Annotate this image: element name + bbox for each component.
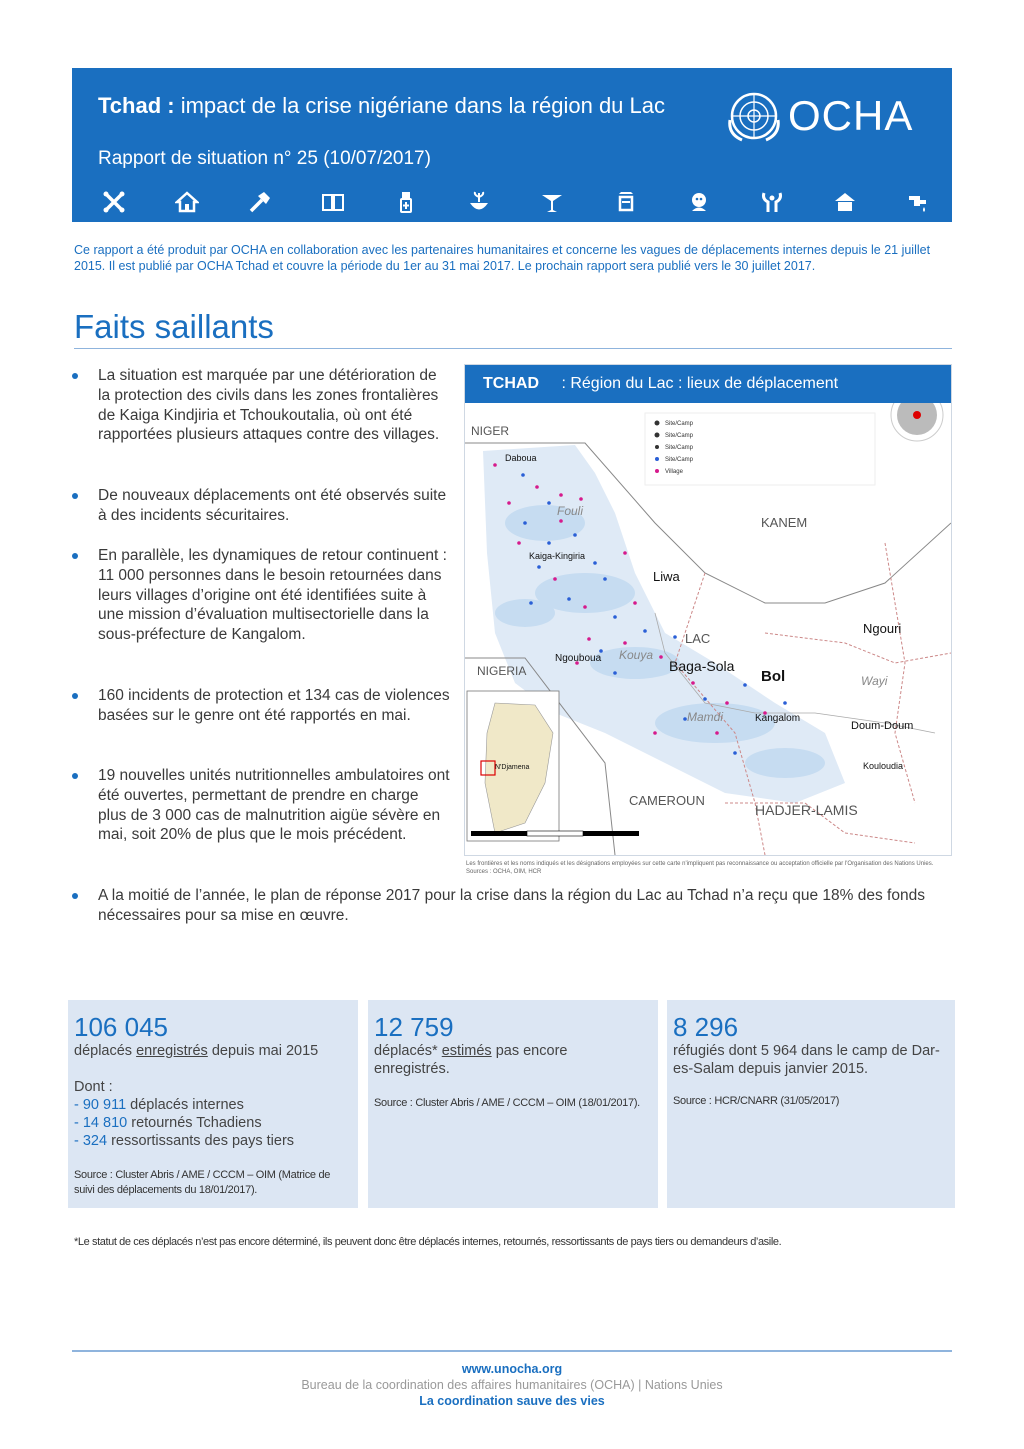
site-marker [743,683,747,687]
protection-icon [681,184,717,220]
logistics-icon [608,184,644,220]
site-marker [521,473,525,477]
stat-description: déplacés enregistrés depuis mai 2015 [74,1043,319,1059]
label-fouli: Fouli [557,504,584,518]
site-marker [623,551,627,555]
label-ngouri: Ngouri [863,621,902,636]
footer-link[interactable]: www.unocha.org [461,1362,563,1376]
stat-source: Source : Cluster Abris / AME / CCCM – OIM (18/01/2017). [374,1097,640,1109]
stat-number: 12 759 [374,1012,454,1042]
site-marker [579,497,583,501]
site-marker [537,565,541,569]
label-lac: LAC [685,631,711,646]
site-marker [547,501,551,505]
site-marker [613,615,617,619]
education-icon [315,184,351,220]
section-title: Faits saillants [74,308,274,345]
camp-management-icon [827,184,863,220]
stat-number: 8 296 [673,1012,739,1042]
site-marker [703,697,707,701]
site-marker [659,655,663,659]
label-wayi: Wayi [861,674,888,688]
map-canvas [465,403,951,855]
site-marker [725,701,729,705]
site-marker [653,731,657,735]
stat-source: Source : HCR/CNARR (31/05/2017) [673,1095,840,1107]
food-security-icon [461,184,497,220]
displacement-map [464,364,952,856]
label-kaiga: Kaiga-Kingiria [529,551,586,561]
site-marker [567,597,571,601]
site-marker [587,637,591,641]
site-marker [593,561,597,565]
label-nigeria: NIGERIA [477,664,527,678]
site-marker [559,519,563,523]
report-title: Tchad : impact de la crise nigériane dans la région du Lac [98,93,665,118]
label-kouloudia: Kouloudia [863,761,904,771]
legend-item: Site/Camp [665,421,694,427]
site-marker [673,635,677,639]
label-mamdi: Mamdi [687,710,724,724]
label-doum-doum: Doum-Doum [851,720,914,732]
site-marker [691,681,695,685]
label-liwa: Liwa [653,569,680,584]
site-marker [529,601,533,605]
site-marker [603,577,607,581]
nutrition-icon [534,184,570,220]
stat-description: réfugiés dont 5 964 dans le camp de Dar-es-Salam depuis janvier 2015. [673,1043,940,1077]
stat-breakdown: Dont : - 90 911 déplacés internes - 14 810 retournés Tchadiens - 324 ressortissants des pays tiers [74,1079,295,1149]
map-title: TCHAD : Région du Lac : lieux de déplacement [465,365,951,403]
site-marker [715,731,719,735]
site-marker [547,541,551,545]
site-marker [535,485,539,489]
site-marker [523,521,527,525]
site-marker [633,601,637,605]
label-kanem: KANEM [761,515,808,530]
highlight-bullet: A la moitié de l’année, le plan de réponse 2017 pour la crise dans la région du Lac au Tchad n’a reçu que 18% des fonds nécessaires pour sa mise en œuvre. [72,886,952,926]
gbv-icon [754,184,790,220]
legend-item: Site/Camp [665,457,694,463]
label-kangalom: Kangalom [755,713,801,724]
label-bol: Bol [761,668,786,685]
wash-icon [900,184,936,220]
label-niger: NIGER [471,424,510,438]
label-ngouboua: Ngouboua [555,653,602,664]
site-marker [783,701,787,705]
coordination-icon [96,184,132,220]
label-daboua: Daboua [505,453,537,463]
legend-item: Site/Camp [665,445,694,451]
stat-box-registered [68,1000,358,1208]
site-marker [573,533,577,537]
ocha-wordmark: OCHA [788,92,914,139]
map-disclaimer: Les frontières et les noms indiqués et les désignations employées sur cette carte n'impliquent pas reconnaissance ou acceptation officielle par l'Organisation des Nations Unies. Sources : OCHA, OIM, HCR [466,861,934,875]
highlight-bullet: En parallèle, les dynamiques de retour continuent : 11 000 personnes dans le besoin retournées dans leurs villages d’origine ont été identifiées suite à une mission d’évaluation multisectorielle dans la sous-préfecture de Kangalom. [72,546,450,645]
site-marker [517,541,521,545]
shelter-icon [169,184,205,220]
stat-source: Source : Cluster Abris / AME / CCCM – OIM (Matrice de suivi des déplacements du 18/01/2017). [74,1169,331,1196]
site-marker [493,463,497,467]
highlight-bullet: 160 incidents de protection et 134 cas de violences basées sur le genre ont été rapportés en mai. [72,686,450,726]
site-marker [613,671,617,675]
stat-number: 106 045 [74,1012,168,1042]
site-marker [559,493,563,497]
label-cameroun: CAMEROUN [629,793,705,808]
legend-item: Site/Camp [665,433,694,439]
footer-organization: Bureau de la coordination des affaires humanitaires (OCHA) | Nations Unies [301,1378,723,1392]
stat-box-estimated [368,1000,658,1208]
site-marker [643,629,647,633]
site-marker [623,641,627,645]
early-recovery-icon [242,184,278,220]
report-subtitle: Rapport de situation n° 25 (10/07/2017) [98,148,431,169]
section-divider [74,348,952,349]
label-kouya: Kouya [619,648,654,662]
label-hadjer-lamis: HADJER-LAMIS [755,802,858,818]
highlight-bullet: 19 nouvelles unités nutritionnelles ambulatoires ont été ouvertes, permettant de prendre en charge plus de 3 000 cas de malnutrition aigüe sévère en mai, soit 20% de plus que le mois précédent. [72,766,450,845]
footer-slogan: La coordination sauve des vies [419,1394,605,1408]
site-marker [507,501,511,505]
cluster-icon-row [96,184,936,220]
highlight-bullet: La situation est marquée par une détérioration de la protection des civils dans les zones frontalières de Kaiga Kindjiria et Tchoukoutalia, où ont été rapportées plusieurs attaques contre des villages. [72,366,450,445]
site-marker [733,751,737,755]
site-marker [583,605,587,609]
footer-divider [72,1350,952,1352]
highlight-bullet: De nouveaux déplacements ont été observés suite à des incidents sécuritaires. [72,486,450,526]
ocha-logo [726,90,926,142]
site-marker [553,577,557,581]
legend-item: Village [665,469,683,475]
report-header [72,68,952,222]
health-icon [388,184,424,220]
label-ndjamena: N'Djamena [495,764,530,771]
label-baga-sola: Baga-Sola [669,658,735,674]
footnote: *Le statut de ces déplacés n’est pas encore déterminé, ils peuvent donc être déplacés internes, retournés, ressortissants de pays tiers ou demandeurs d’asile. [74,1236,782,1248]
intro-text: Ce rapport a été produit par OCHA en collaboration avec les partenaires humanitaires et concerne les vagues de déplacements internes depuis le 21 juillet 2015. Il est publié par OCHA Tchad et couvre la période du 1er au 31 mai 2017. Le prochain rapport sera publié vers le 30 juillet 2017. [74,243,931,273]
un-emblem-icon [726,90,782,142]
stat-description: déplacés* estimés pas encore enregistrés. [374,1043,568,1077]
stat-box-refugees [667,1000,955,1208]
